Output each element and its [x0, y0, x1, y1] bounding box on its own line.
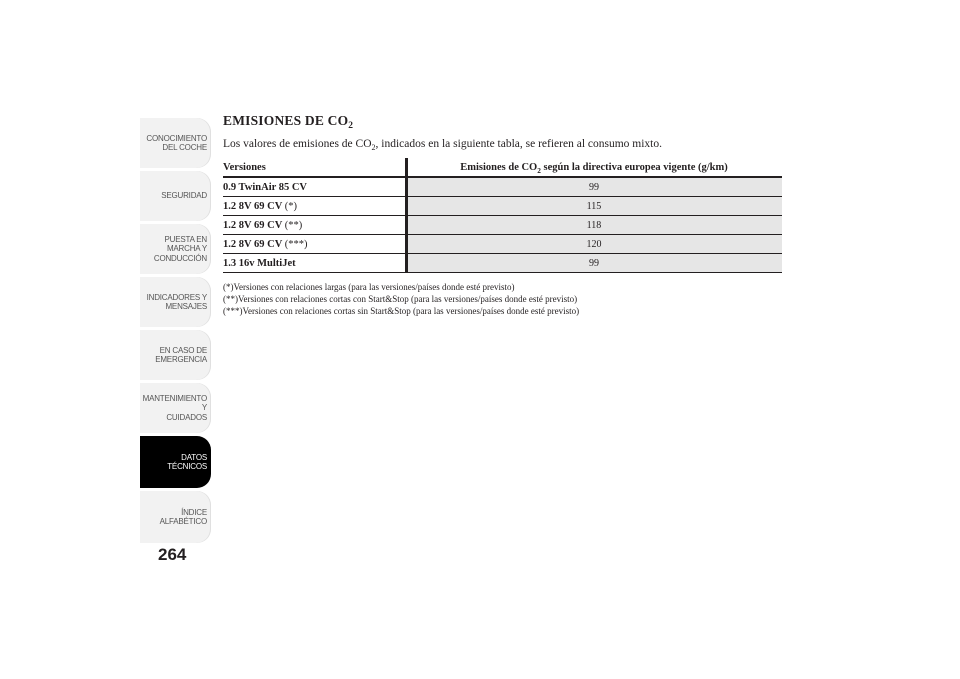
title-text: EMISIONES DE CO [223, 113, 349, 128]
version-cell [223, 177, 407, 197]
emission-value: 99 [407, 254, 783, 273]
version-cell [223, 197, 407, 216]
header-emissions [407, 158, 783, 177]
intro-after: , indicados en la siguiente tabla, se refieren al consumo mixto. [375, 138, 663, 150]
version-note: (*) [284, 201, 297, 212]
tab-indicadores-y-mensajes[interactable]: INDICADORES Y MENSAJES [140, 277, 211, 327]
page-number: 264 [158, 545, 187, 564]
version-name: 1.2 8V 69 CV [223, 239, 283, 250]
version-note: (**) [284, 220, 303, 231]
tab-indice-alfabetico[interactable]: ÍNDICE ALFABÉTICO [140, 491, 211, 543]
tab-conocimiento-del-coche[interactable]: CONOCIMIENTO DEL COCHE [140, 118, 211, 168]
version-cell [223, 254, 407, 273]
table-row [223, 235, 782, 254]
table-row [223, 216, 782, 235]
header-emissions-subscript: 2 [537, 165, 541, 175]
header-emissions-after: según la directiva europea vigente (g/km) [540, 161, 728, 173]
table-row [223, 177, 782, 197]
emission-value: 118 [407, 216, 783, 235]
intro-subscript: 2 [371, 143, 376, 152]
title-subscript: 2 [348, 121, 354, 131]
table-row [223, 254, 782, 273]
emission-value: 115 [407, 197, 783, 216]
table-row [223, 197, 782, 216]
main-content [223, 113, 783, 317]
version-name: 1.2 8V 69 CV [223, 201, 283, 212]
footnotes [223, 281, 783, 317]
table-header-row [223, 158, 782, 177]
tab-puesta-en-marcha[interactable]: PUESTA EN MARCHA Y CONDUCCIÓN [140, 224, 211, 274]
emissions-table [223, 158, 782, 273]
version-cell [223, 216, 407, 235]
tab-mantenimiento-y-cuidados[interactable]: MANTENIMIENTO Y CUIDADOS [140, 383, 211, 433]
section-title [223, 113, 783, 129]
intro-paragraph [223, 138, 783, 150]
tab-datos-tecnicos[interactable]: DATOS TÉCNICOS [140, 436, 211, 488]
version-name: 1.3 16v MultiJet [223, 258, 296, 269]
emission-value: 99 [407, 177, 783, 197]
version-cell [223, 235, 407, 254]
header-versions: Versiones [223, 158, 407, 177]
emission-value: 120 [407, 235, 783, 254]
footnote: (***)Versiones con relaciones cortas sin Start&Stop (para las versiones/países donde esté previsto) [223, 306, 580, 316]
version-name: 0.9 TwinAir 85 CV [223, 182, 308, 193]
intro-before: Los valores de emisiones de CO [223, 138, 372, 150]
header-emissions-before: Emisiones de CO [460, 161, 538, 173]
tab-en-caso-de-emergencia[interactable]: EN CASO DE EMERGENCIA [140, 330, 211, 380]
version-name: 1.2 8V 69 CV [223, 220, 283, 231]
tab-seguridad[interactable]: SEGURIDAD [140, 171, 211, 221]
footnote: (**)Versiones con relaciones cortas con Start&Stop (para las versiones/países donde esté previsto) [223, 294, 578, 304]
version-note: (***) [284, 239, 308, 250]
footnote: (*)Versiones con relaciones largas (para las versiones/países donde esté previsto) [223, 282, 515, 292]
